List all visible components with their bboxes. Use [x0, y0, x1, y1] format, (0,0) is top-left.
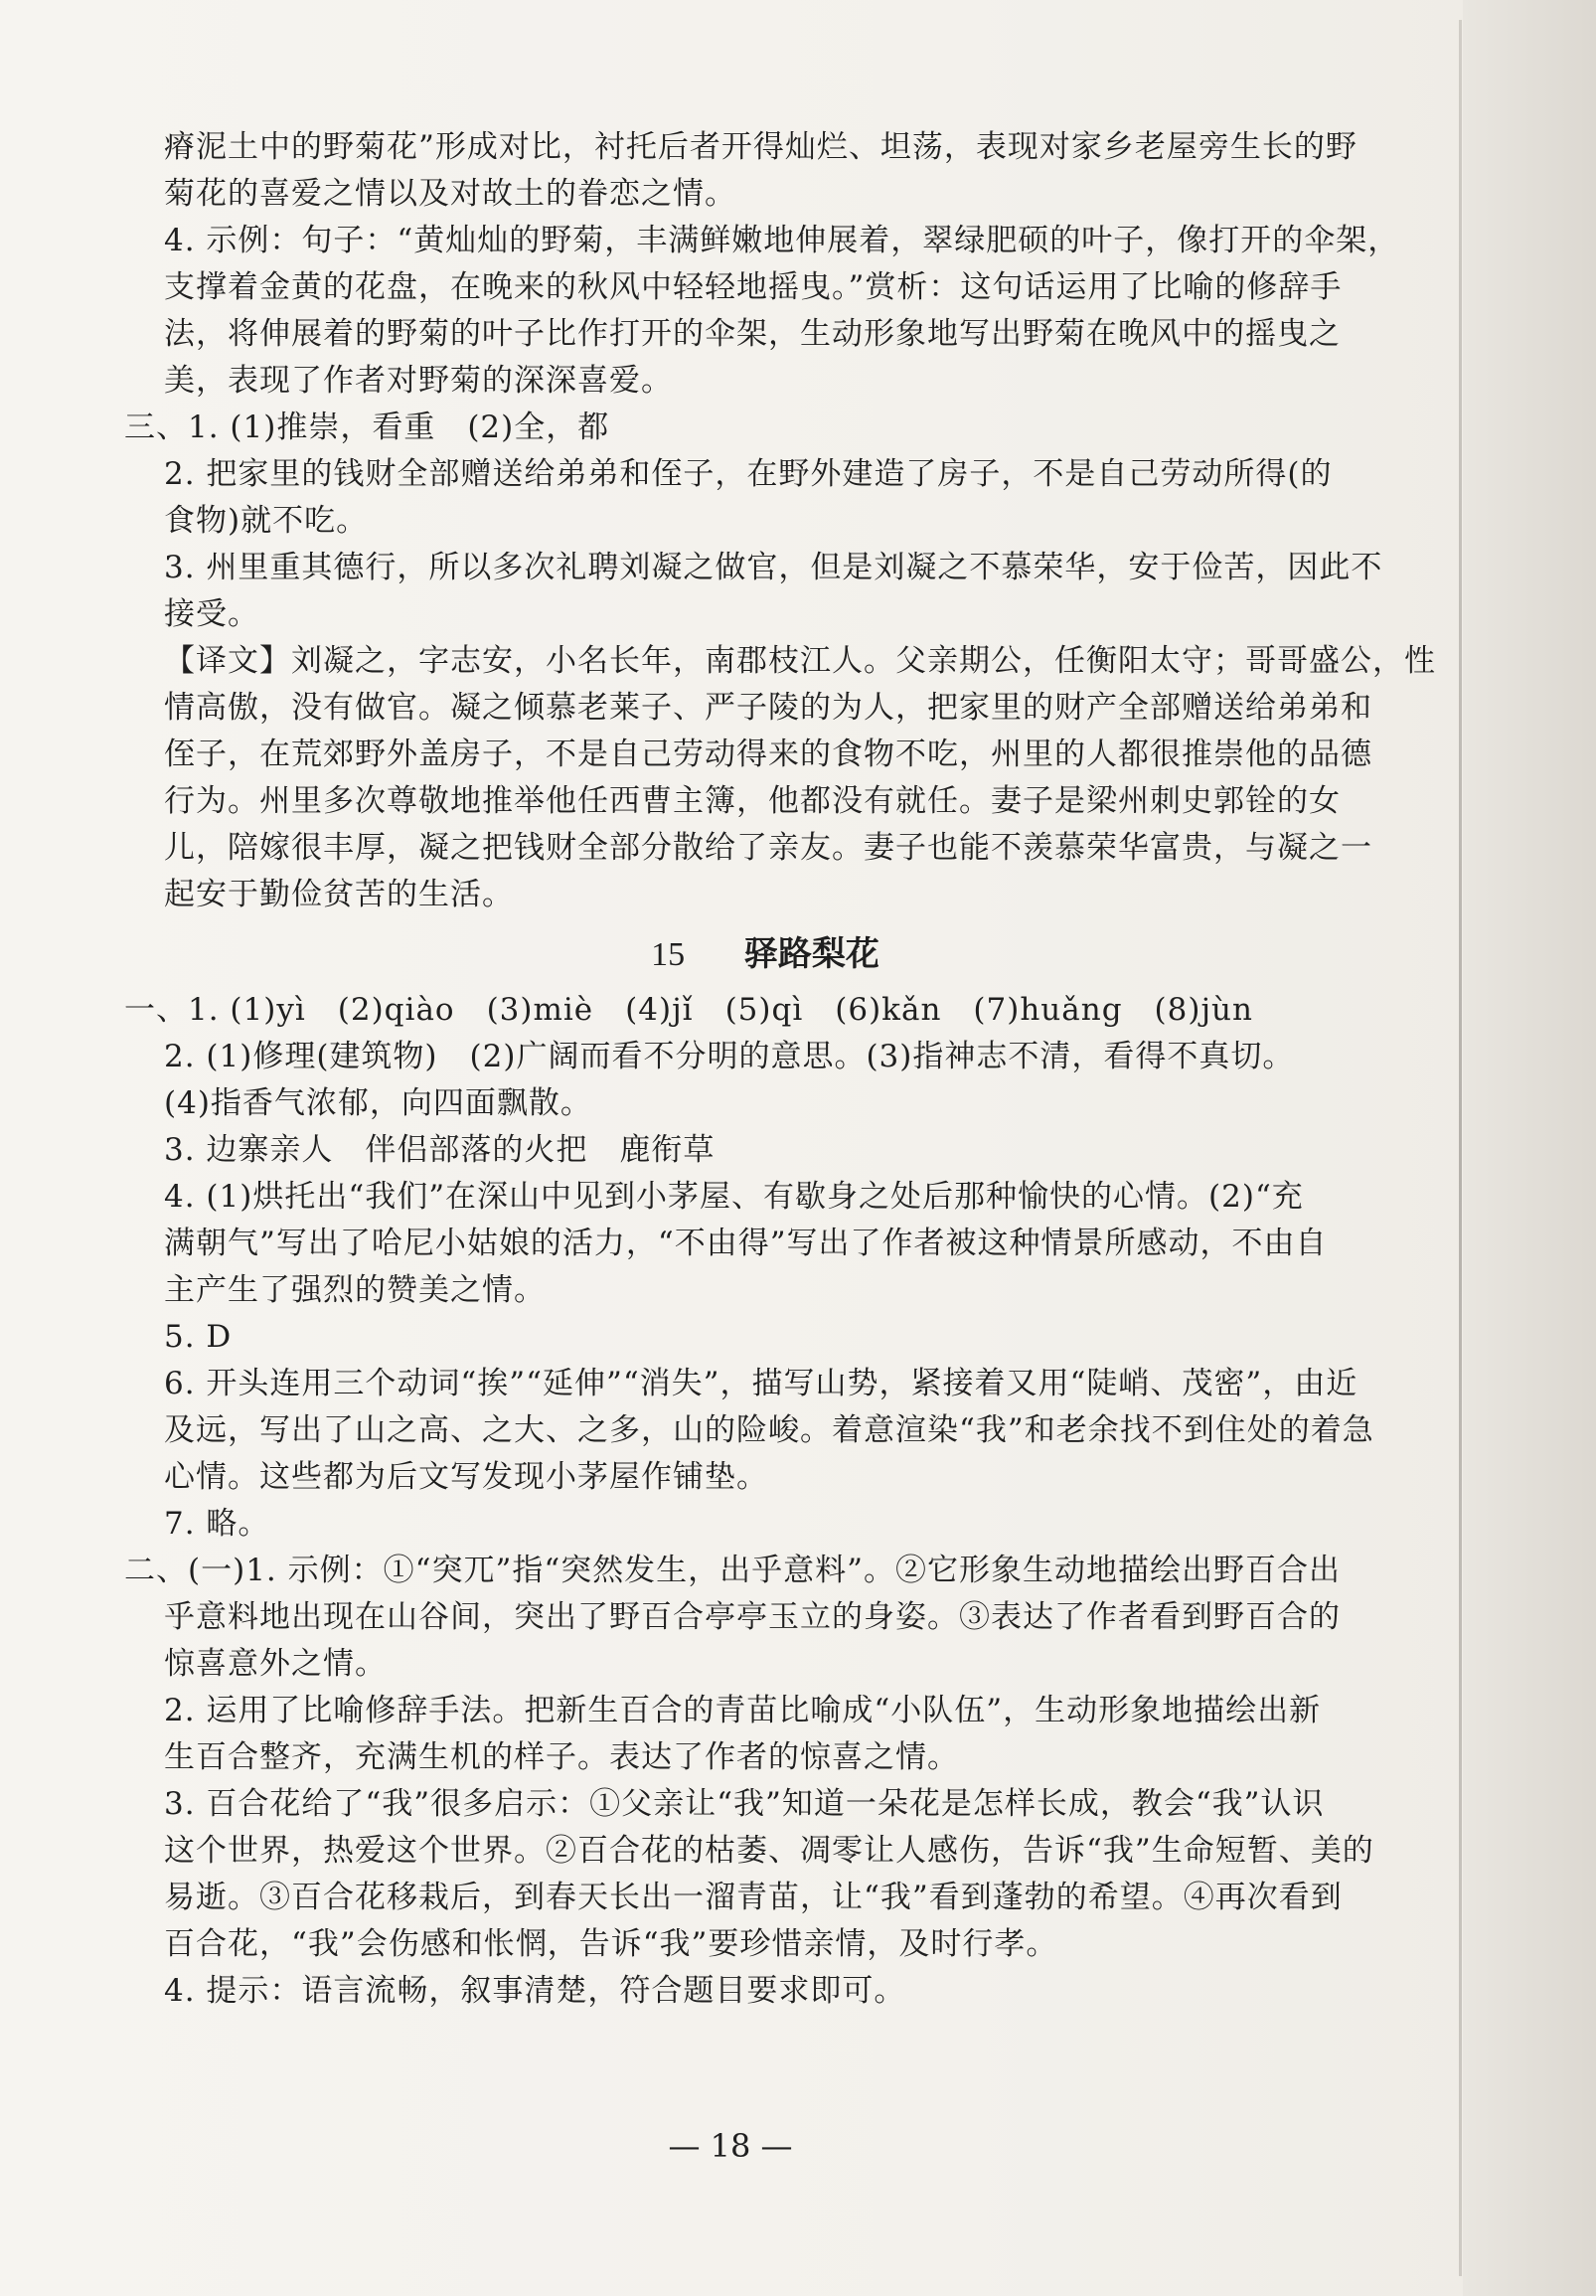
text-line: 惊喜意外之情。 [164, 1646, 387, 1682]
answer-text [124, 124, 1436, 2015]
text-line: 4. (1)烘托出“我们”在深山中见到小茅屋、有歇身之处后那种愉快的心情。(2)“充 [164, 1179, 1304, 1215]
text-line: 【译文】刘凝之，字志安，小名长年，南郡枝江人。父亲期公，任衡阳太守；哥哥盛公，性 [164, 643, 1436, 679]
text-line: 起安于勤俭贫苦的生活。 [164, 877, 514, 912]
text-line: 侄子，在荒郊野外盖房子，不是自己劳动得来的食物不吃，州里的人都很推崇他的品德 [164, 737, 1372, 772]
section-title: 驿路梨花 [743, 934, 879, 974]
text-line: 4. 提示：语言流畅，叙事清楚，符合题目要求即可。 [164, 1973, 906, 2009]
text-line: 百合花，“我”会伤感和怅惘，告诉“我”要珍惜亲情，及时行孝。 [164, 1926, 1058, 1962]
text-line: 满朝气”写出了哈尼小姑娘的活力，“不由得”写出了作者被这种情景所感动，不由自 [164, 1226, 1328, 1261]
text-line: 这个世界，热爱这个世界。②百合花的枯萎、凋零让人感伤，告诉“我”生命短暂、美的 [164, 1833, 1374, 1869]
text-line: 一、1. (1)yì (2)qiào (3)miè (4)jǐ (5)qì (6)kǎn (7)huǎng (8)jùn [124, 992, 1253, 1028]
text-line: 食物)就不吃。 [164, 503, 369, 539]
text-line: 二、(一)1. 示例：①“突兀”指“突然发生，出乎意料”。②它形象生动地描绘出野百合出 [124, 1553, 1342, 1588]
text-line: 乎意料地出现在山谷间，突出了野百合亭亭玉立的身姿。③表达了作者看到野百合的 [164, 1599, 1341, 1635]
text-line: 儿，陪嫁很丰厚，凝之把钱财全部分散给了亲友。妻子也能不羡慕荣华富贵，与凝之一 [164, 830, 1372, 866]
text-line: 美，表现了作者对野菊的深深喜爱。 [164, 363, 673, 399]
text-line: 生百合整齐，充满生机的样子。表达了作者的惊喜之情。 [164, 1739, 959, 1775]
text-line: (4)指香气浓郁，向四面飘散。 [164, 1085, 592, 1121]
text-line: 易逝。③百合花移栽后，到春天长出一溜青苗，让“我”看到蓬勃的希望。④再次看到 [164, 1880, 1343, 1915]
text-line: 3. 百合花给了“我”很多启示：①父亲让“我”知道一朵花是怎样长成，教会“我”认识 [164, 1786, 1325, 1822]
section-heading [124, 924, 1406, 985]
page-number: — 18 — [668, 2127, 793, 2165]
section-number: 15 [651, 936, 686, 973]
text-line: 菊花的喜爱之情以及对故土的眷恋之情。 [164, 176, 736, 212]
text-line: 5. D [164, 1319, 233, 1355]
text-line: 情高傲，没有做官。凝之倾慕老莱子、严子陵的为人，把家里的财产全部赠送给弟弟和 [164, 690, 1372, 726]
text-line: 3. 边寨亲人 伴侣部落的火把 鹿衔草 [164, 1132, 716, 1168]
text-line: 6. 开头连用三个动词“挨”“延伸”“消失”，描写山势，紧接着又用“陡峭、茂密”，由近 [164, 1366, 1358, 1401]
text-line: 接受。 [164, 596, 259, 632]
text-line: 3. 州里重其德行，所以多次礼聘刘凝之做官，但是刘凝之不慕荣华，安于俭苦，因此不 [164, 550, 1383, 585]
page-edge-shadow [1463, 0, 1596, 2296]
text-line: 4. 示例：句子：“黄灿灿的野菊，丰满鲜嫩地伸展着，翠绿肥硕的叶子，像打开的伞架， [164, 223, 1400, 258]
text-line: 支撑着金黄的花盘，在晚来的秋风中轻轻地摇曳。”赏析：这句话运用了比喻的修辞手 [164, 269, 1343, 305]
text-line: 2. 运用了比喻修辞手法。把新生百合的青苗比喻成“小队伍”，生动形象地描绘出新 [164, 1693, 1322, 1728]
text-line: 心情。这些都为后文写发现小茅屋作铺垫。 [164, 1459, 768, 1495]
text-line: 2. 把家里的钱财全部赠送给弟弟和侄子，在野外建造了房子，不是自己劳动所得(的 [164, 456, 1333, 492]
text-line: 2. (1)修理(建筑物) (2)广阔而看不分明的意思。(3)指神志不清，看得不真切。 [164, 1039, 1295, 1074]
text-line: 法，将伸展着的野菊的叶子比作打开的伞架，生动形象地写出野菊在晚风中的摇曳之 [164, 316, 1341, 352]
text-line: 7. 略。 [164, 1506, 270, 1542]
text-line: 瘠泥土中的野菊花”形成对比，衬托后者开得灿烂、坦荡，表现对家乡老屋旁生长的野 [164, 129, 1357, 165]
binding-line [1459, 20, 1462, 2276]
text-line: 及远，写出了山之高、之大、之多，山的险峻。着意渲染“我”和老余找不到住处的着急 [164, 1412, 1374, 1448]
text-line: 主产生了强烈的赞美之情。 [164, 1272, 546, 1308]
text-line: 三、1. (1)推崇，看重 (2)全，都 [124, 410, 610, 445]
text-line: 行为。州里多次尊敬地推举他任西曹主簿，他都没有就任。妻子是梁州刺史郭铨的女 [164, 783, 1341, 819]
